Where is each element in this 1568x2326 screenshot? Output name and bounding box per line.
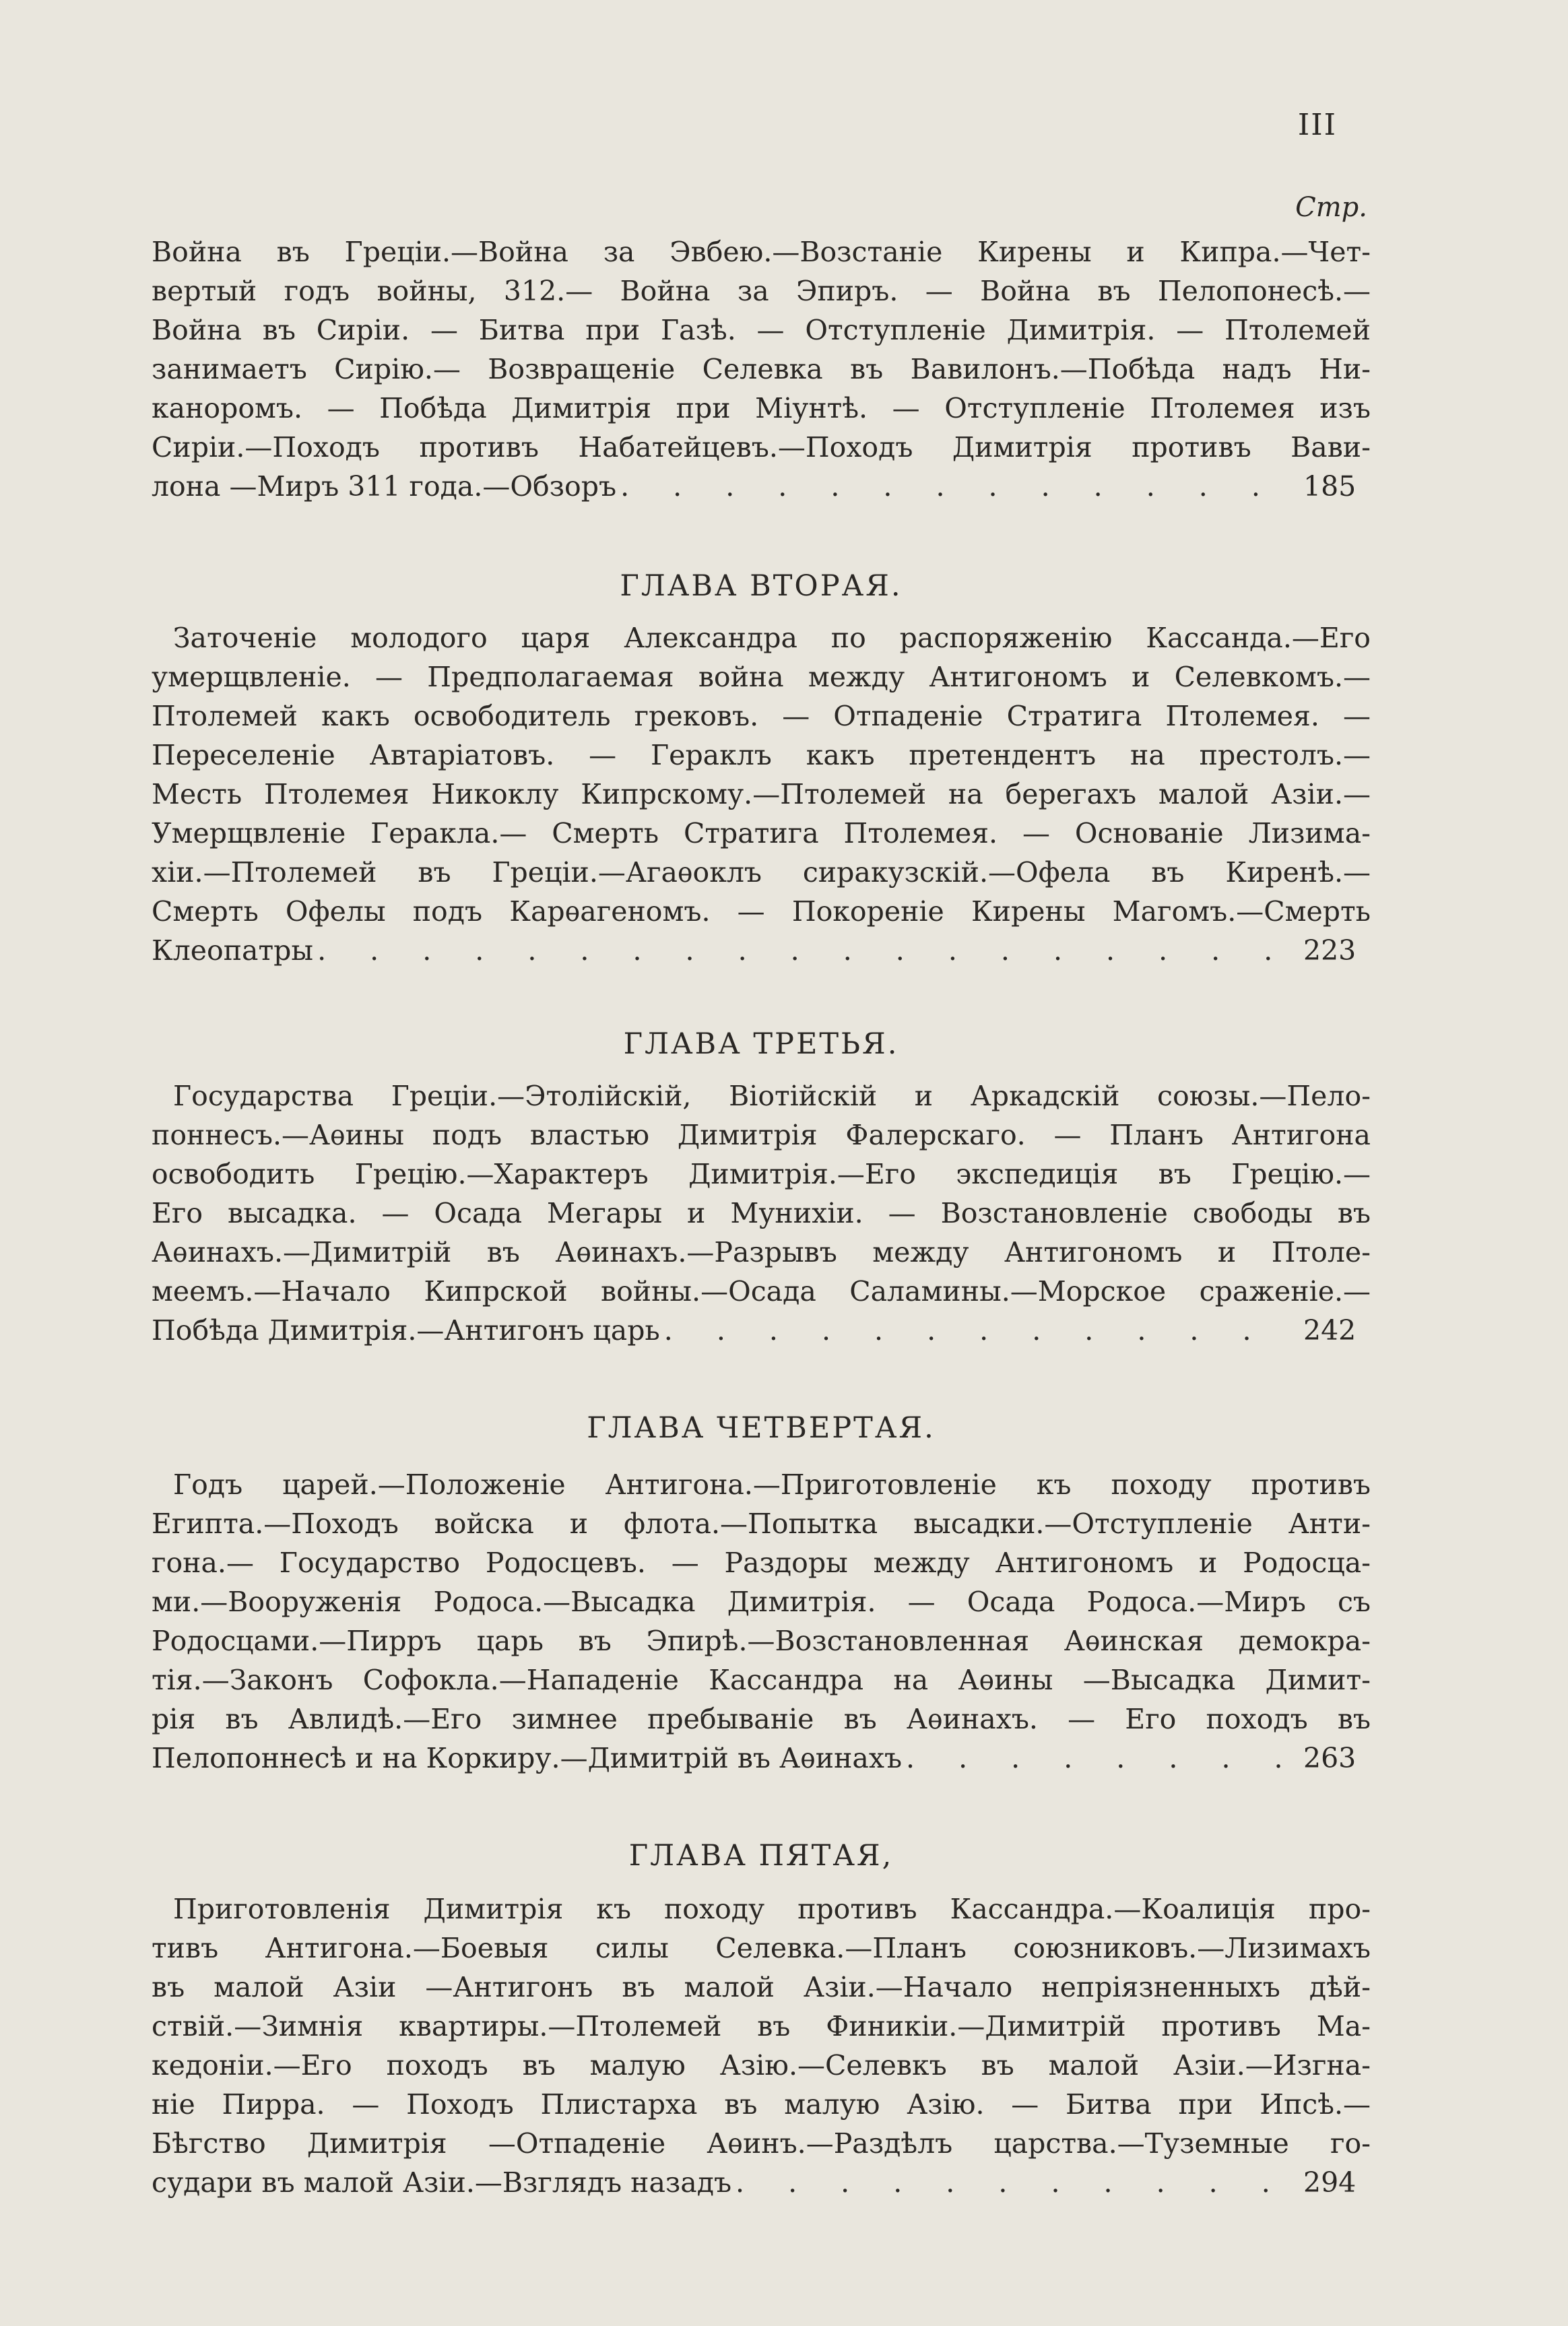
toc-final-line (152, 1311, 1371, 1350)
toc-line: поннесъ.—Аѳины подъ властью Димитрія Фалерскаго. — Планъ Антигона (152, 1119, 1371, 1151)
toc-line: Птолемей какъ освободитель грековъ. — Отпаденіе Стратига Птолемея. — (152, 700, 1371, 732)
toc-line: Аѳинахъ.—Димитрій въ Аѳинахъ.—Разрывъ между Антигономъ и Птоле- (152, 1236, 1371, 1268)
toc-line-text: лона —Миръ 311 года.—Обзоръ (152, 470, 617, 503)
toc-line: Бѣгство Димитрія —Отпаденіе Аѳинъ.—Раздѣлъ царства.—Туземные го- (152, 2127, 1371, 2160)
toc-final-line (152, 2163, 1371, 2202)
toc-line: освободить Грецію.—Характеръ Димитрія.—Его экспедиція въ Грецію.— (152, 1158, 1371, 1190)
toc-entry-chapter-2 (152, 618, 1371, 970)
toc-line: ніе Пирра. — Походъ Плистарха въ малую Азію. — Битва при Ипсѣ.— (152, 2088, 1371, 2121)
page-number: 294 (1303, 2166, 1357, 2199)
toc-line: хіи.—Птолемей въ Греціи.—Агаѳоклъ сиракузскій.—Офела въ Киренѣ.— (152, 856, 1371, 889)
toc-line: рія въ Авлидѣ.—Его зимнее пребываніе въ Аѳинахъ. — Его походъ въ (152, 1703, 1371, 1735)
toc-line: Война въ Греціи.—Война за Эвбею.—Возстаніе Кирены и Кипра.—Чет- (152, 236, 1371, 268)
toc-line-text: судари въ малой Азіи.—Взглядъ назадъ (152, 2166, 732, 2199)
toc-line: каноромъ. — Побѣда Димитрія при Міунтѣ. — Отступленіе Птолемея изъ (152, 392, 1371, 424)
chapter-heading: ГЛАВА ТРЕТЬЯ. (623, 1027, 899, 1061)
toc-line: Приготовленія Димитрія къ походу противъ Кассандра.—Коалиція про- (173, 1893, 1371, 1925)
toc-line: вертый годъ войны, 312.— Война за Эпиръ. — Война въ Пелопонесѣ.— (152, 275, 1371, 307)
dot-leader (620, 467, 1295, 506)
page-number: 242 (1303, 1314, 1357, 1347)
toc-line: ми.—Вооруженія Родоса.—Высадка Димитрія. — Осада Родоса.—Миръ съ (152, 1586, 1371, 1618)
toc-line: ствій.—Зимнія квартиры.—Птолемей въ Финикіи.—Димитрій противъ Ма- (152, 2010, 1371, 2042)
toc-line: Переселеніе Автаріатовъ. — Гераклъ какъ претендентъ на престолъ.— (152, 739, 1371, 771)
toc-line: Сиріи.—Походъ противъ Набатейцевъ.—Походъ Димитрія противъ Вави- (152, 431, 1371, 463)
toc-line-text: Побѣда Димитрія.—Антигонъ царь (152, 1314, 660, 1347)
toc-entry-chapter-5 (152, 1889, 1371, 2202)
toc-final-line (152, 1739, 1371, 1778)
folio-roman-numeral: III (1297, 108, 1337, 142)
toc-line: гона.— Государство Родосцевъ. — Раздоры между Антигономъ и Родосца- (152, 1547, 1371, 1579)
toc-line: въ малой Азіи —Антигонъ въ малой Азіи.—Начало непріязненныхъ дѣй- (152, 1971, 1371, 2003)
dot-leader (317, 931, 1295, 970)
toc-line: Государства Греціи.—Этолійскій, Віотійскій и Аркадскій союзы.—Пело- (173, 1080, 1371, 1112)
page-number: 263 (1303, 1742, 1357, 1774)
dot-leader (736, 2163, 1295, 2202)
page-number: 185 (1303, 470, 1357, 503)
toc-line: Умерщвленіе Геракла.— Смерть Стратига Птолемея. — Основаніе Лизима- (152, 817, 1371, 849)
toc-entry-chapter-4 (152, 1465, 1371, 1778)
toc-line: занимаетъ Сирію.— Возвращеніе Селевка въ Вавилонъ.—Побѣда надъ Ни- (152, 353, 1371, 385)
toc-line: Месть Птолемея Никоклу Кипрскому.—Птолемей на берегахъ малой Азіи.— (152, 778, 1371, 810)
toc-line: тія.—Законъ Софокла.—Нападеніе Кассандра на Аѳины —Высадка Димит- (152, 1664, 1371, 1696)
toc-line: Годъ царей.—Положеніе Антигона.—Приготовленіе къ походу противъ (173, 1468, 1371, 1501)
chapter-heading: ГЛАВА ПЯТАЯ, (628, 1839, 894, 1873)
toc-line: Заточеніе молодого царя Александра по распоряженію Кассанда.—Его (173, 622, 1371, 654)
toc-line: тивъ Антигона.—Боевыя силы Селевка.—Планъ союзниковъ.—Лизимахъ (152, 1932, 1371, 1964)
dot-leader (906, 1739, 1295, 1778)
toc-final-line (152, 931, 1371, 970)
toc-final-line (152, 467, 1371, 506)
chapter-heading: ГЛАВА ВТОРАЯ. (620, 569, 903, 603)
toc-entry-continuation (152, 232, 1371, 506)
page-number: 223 (1303, 934, 1357, 967)
toc-line-text: Пелопоннесѣ и на Коркиру.—Димитрій въ Аѳинахъ (152, 1742, 903, 1774)
toc-line: Война въ Сиріи. — Битва при Газѣ. — Отступленіе Димитрія. — Птолемей (152, 314, 1371, 346)
toc-entry-chapter-3 (152, 1076, 1371, 1350)
toc-line: Родосцами.—Пирръ царь въ Эпирѣ.—Возстановленная Аѳинская демокра- (152, 1625, 1371, 1657)
toc-line: Смерть Офелы подъ Карѳагеномъ. — Покореніе Кирены Магомъ.—Смерть (152, 895, 1371, 928)
dot-leader (664, 1311, 1295, 1350)
toc-line: умерщвленіе. — Предполагаемая война между Антигономъ и Селевкомъ.— (152, 661, 1371, 693)
toc-line: Египта.—Походъ войска и флота.—Попытка высадки.—Отступленіе Анти- (152, 1508, 1371, 1540)
toc-line-text: Клеопатры (152, 934, 314, 967)
page-column-label: Стр. (1295, 192, 1367, 223)
toc-line: кедоніи.—Его походъ въ малую Азію.—Селевкъ въ малой Азіи.—Изгна- (152, 2049, 1371, 2081)
chapter-heading: ГЛАВА ЧЕТВЕРТАЯ. (587, 1411, 936, 1445)
toc-line: Его высадка. — Осада Мегары и Мунихіи. — Возстановленіе свободы въ (152, 1197, 1371, 1229)
toc-line: меемъ.—Начало Кипрской войны.—Осада Саламины.—Морское сраженіе.— (152, 1275, 1371, 1307)
